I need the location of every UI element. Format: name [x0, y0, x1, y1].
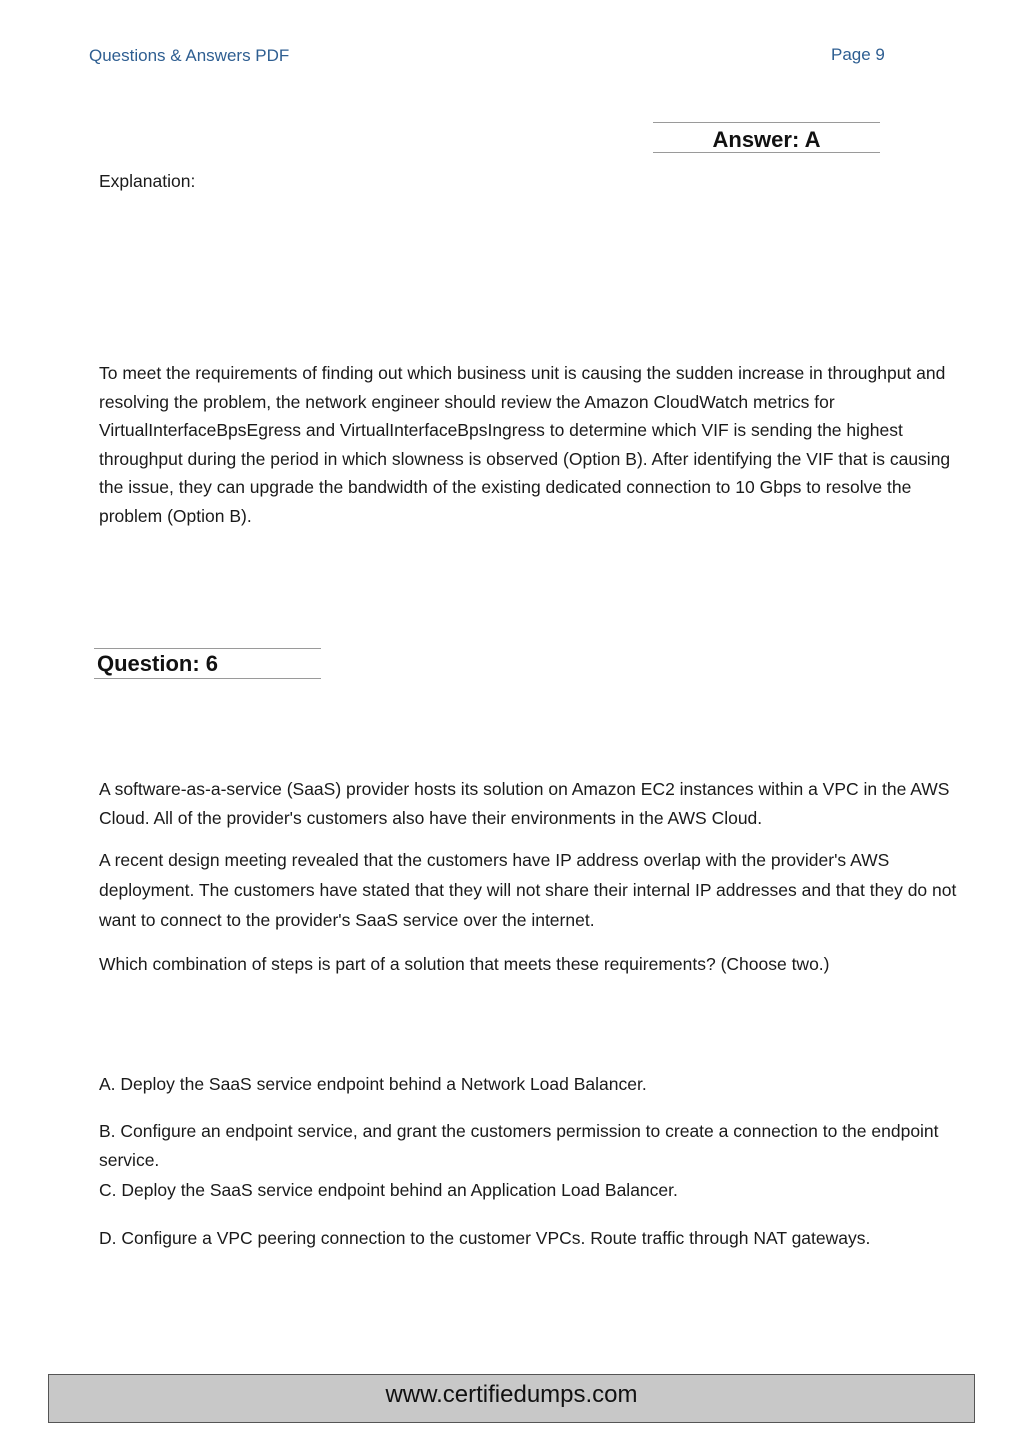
option-b: B. Configure an endpoint service, and grant the customers permission to create a connection to the endpoint service. [99, 1121, 939, 1170]
footer-bar [48, 1374, 975, 1423]
page-number: Page 9 [831, 45, 885, 64]
question-bottom-rule [94, 678, 321, 679]
explanation-text: To meet the requirements of finding out which business unit is causing the sudden increase in throughput and resolving the problem, the network engineer should review the Amazon CloudWatch metrics for VirtualInterfaceBpsEgress and VirtualInterfaceBpsIngress to determine which VIF is sending the highest throughput during the period in which slowness is observed (Option B). After identifying the VIF that is causing the issue, they can upgrade the bandwidth of the existing dedicated connection to 10 Gbps to resolve the problem (Option B). [99, 363, 951, 526]
option-a: A. Deploy the SaaS service endpoint behind a Network Load Balancer. [99, 1074, 647, 1094]
answer-bottom-rule [653, 152, 880, 153]
option-d: D. Configure a VPC peering connection to the customer VPCs. Route traffic through NAT gateways. [99, 1228, 871, 1248]
explanation-label: Explanation: [99, 171, 196, 191]
question-prompt: Which combination of steps is part of a solution that meets these requirements? (Choose two.) [99, 954, 830, 974]
answer-label: Answer: A [712, 127, 821, 152]
question-top-rule [94, 648, 321, 649]
question-label: Question: 6 [97, 651, 219, 676]
answer-top-rule [653, 122, 880, 123]
question-paragraph: A software-as-a-service (SaaS) provider hosts its solution on Amazon EC2 instances within a VPC in the AWS Cloud. All of the provider's customers also have their environments in the AWS Cloud. [99, 779, 950, 828]
option-c: C. Deploy the SaaS service endpoint behind an Application Load Balancer. [99, 1180, 678, 1200]
footer-url: www.certifiedumps.com [385, 1381, 638, 1408]
document-header-title: Questions & Answers PDF [89, 46, 290, 65]
question-paragraph: A recent design meeting revealed that the customers have IP address overlap with the provider's AWS deployment. The customers have stated that they will not share their internal IP addresses and that they do not want to connect to the provider's SaaS service over the internet. [99, 850, 957, 930]
